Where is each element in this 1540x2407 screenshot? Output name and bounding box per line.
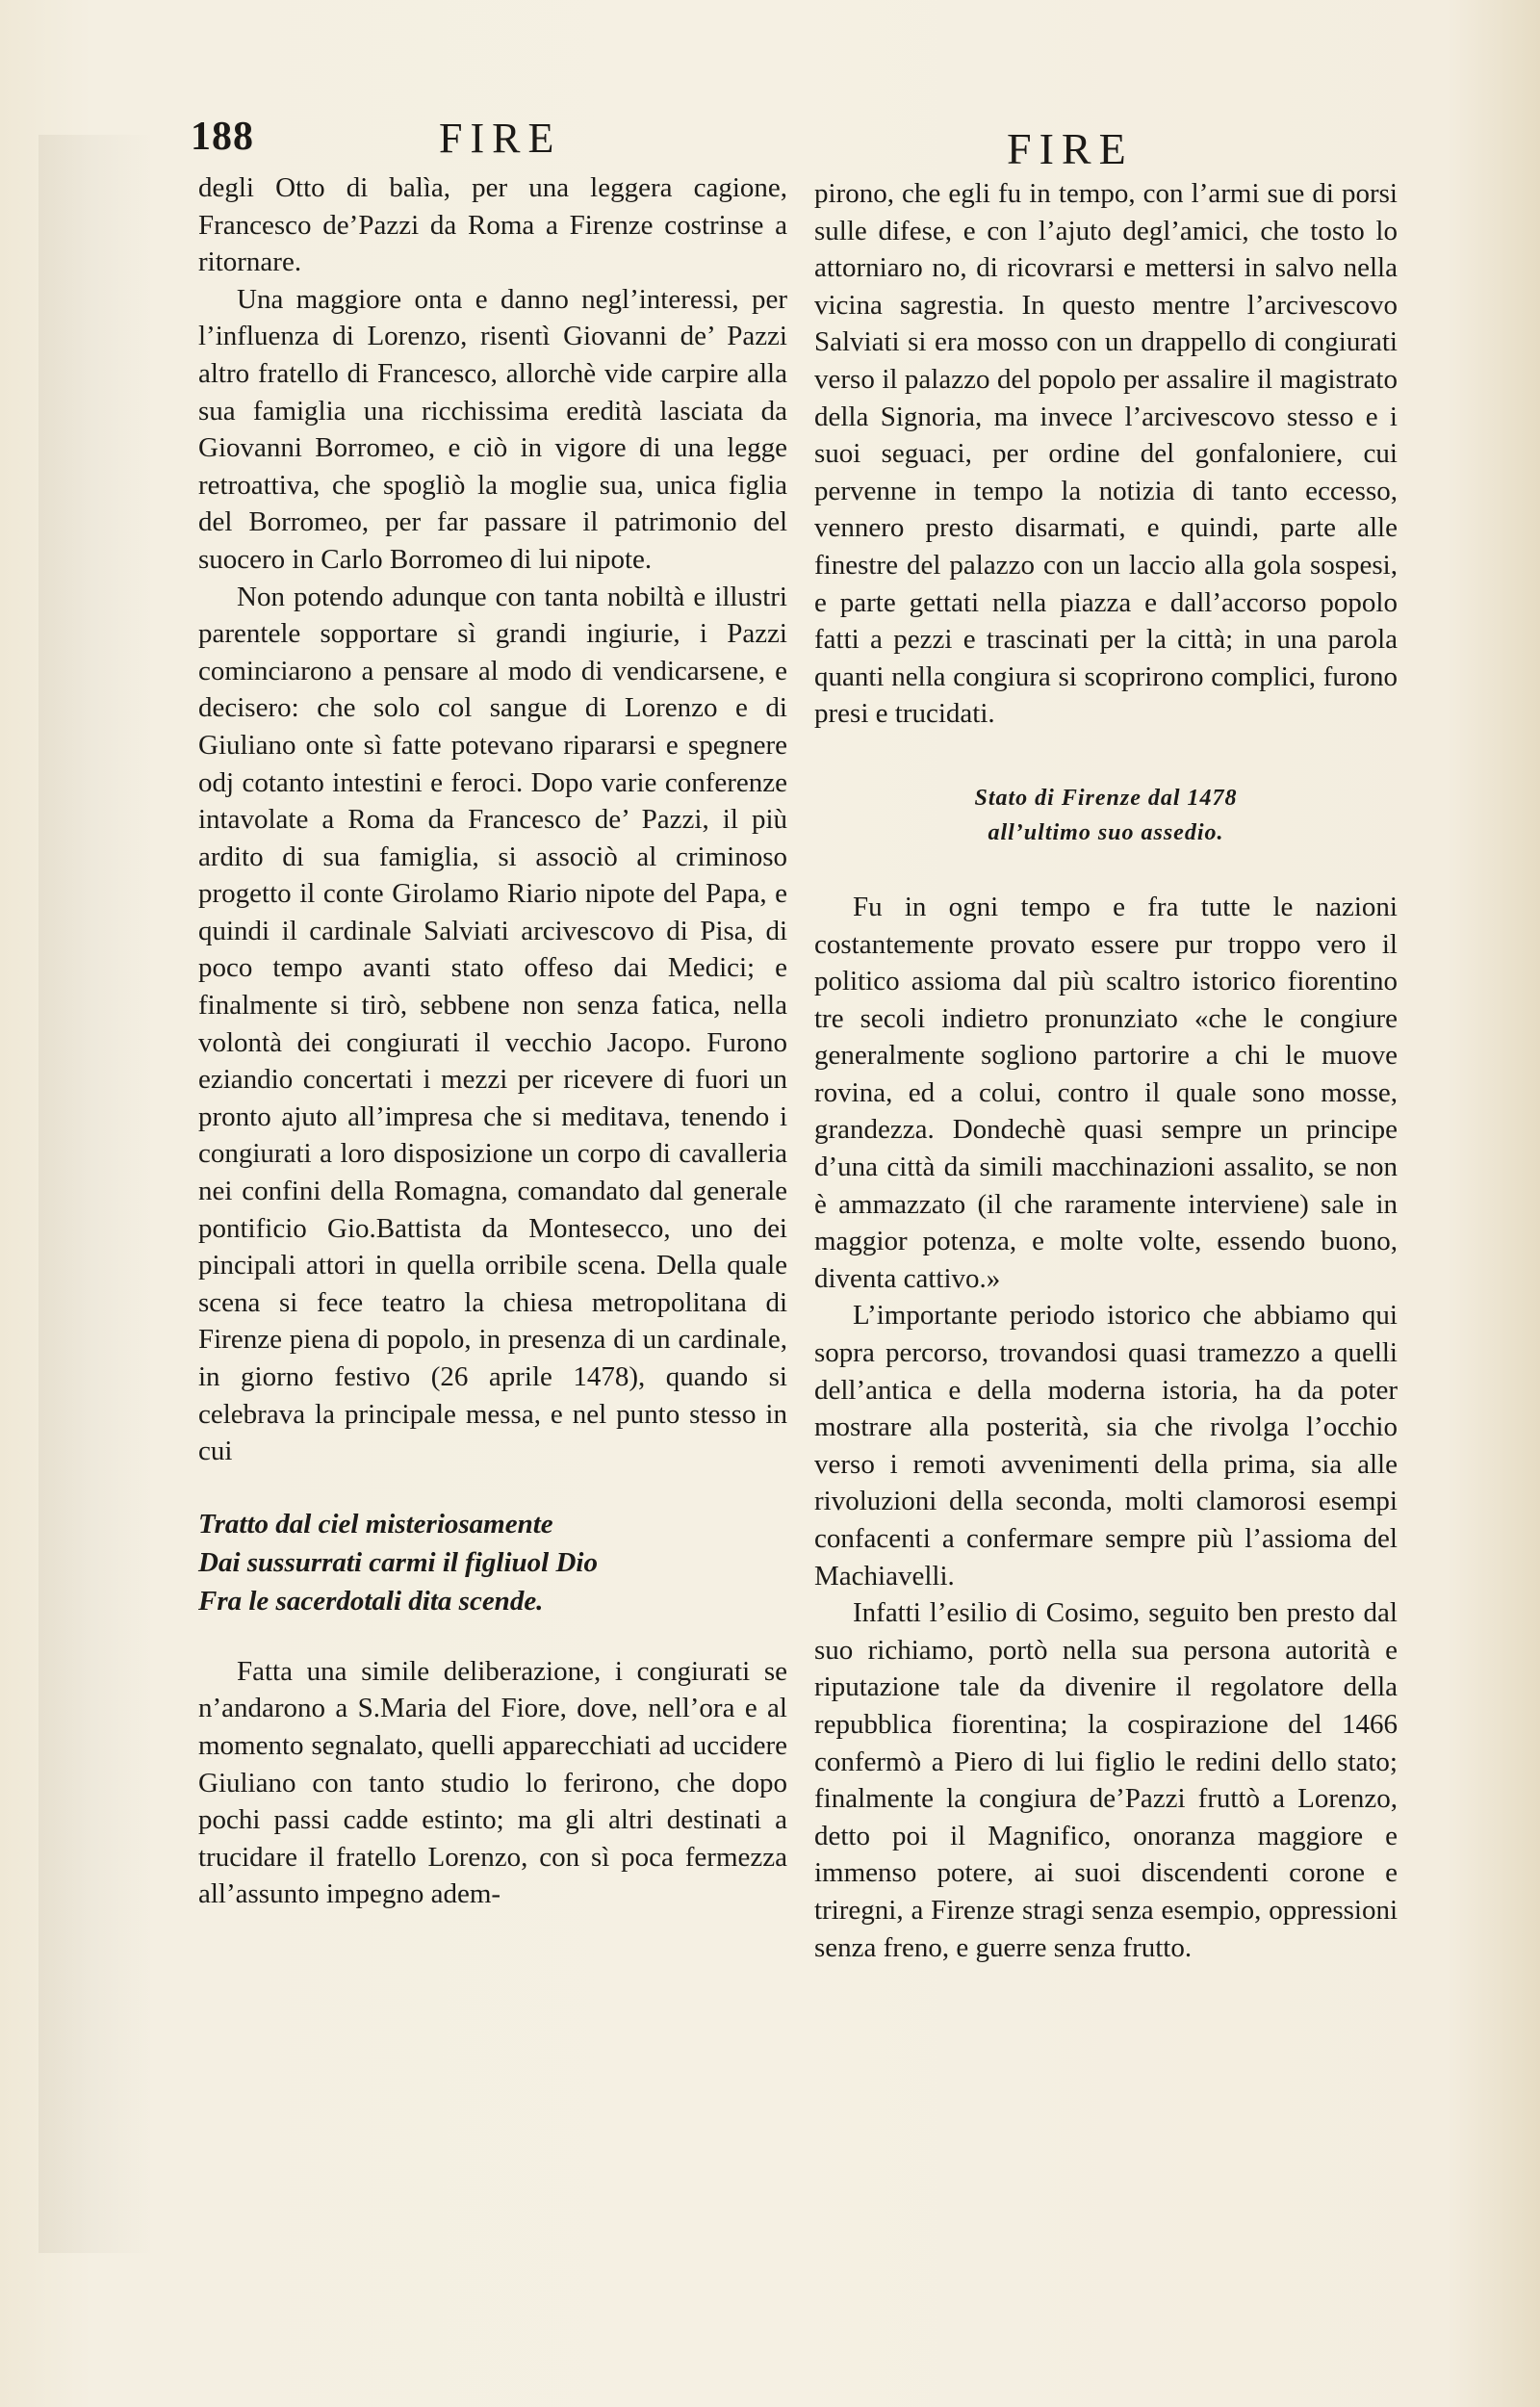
left-paragraph-1: degli Otto di balìa, per una leggera cagione, Francesco de’Pazzi da Roma a Firenze costrinse a ritornare. [198, 172, 787, 278]
running-head-right: FIRE [1007, 124, 1134, 173]
right-paragraph-4: Infatti l’esilio di Cosimo, seguito ben presto dal suo richiamo, portò nella sua persona autorità e riputazione tale da divenire il regolatore della repubblica fiorentina; la cospirazione del 1466 confermò a Piero di lui figlio le redini dello stato; finalmente la congiura de’Pazzi fruttò a Lorenzo, detto poi il Magnifico, onoranza maggiore e immenso potere, ai suoi discendenti corone e triregni, a Firenze stragi senza esempio, oppressioni senza freno, e guerre senza frutto. [814, 1597, 1398, 1963]
right-paragraph-3: L’importante periodo istorico che abbiamo qui sopra percorso, trovandosi quasi tramezzo a quelli dell’antica e della moderna istoria, ha da poter mostrare alla posterità, sia che rivolga l’occhio verso i remoti avvenimenti della prima, sia alle rivoluzioni della seconda, molti clamorosi esempi confacenti a confermare sempre più l’assioma del Machiavelli. [814, 1300, 1398, 1592]
left-paragraph-2: Una maggiore onta e danno negl’interessi, per l’influenza di Lorenzo, risentì Giovanni de’ Pazzi altro fratello di Francesco, allorchè vide carpire alla sua famiglia una ricchissima eredità lasciata da Giovanni Borromeo, e ciò in vigore di una legge retroattiva, che spogliò la moglie sua, unica figlia del Borromeo, per far passare il patrimonio del suocero in Carlo Borromeo di lui nipote. [198, 283, 787, 575]
verse-quotation [198, 1505, 787, 1620]
section-heading-line-2: all’ultimo suo assedio. [988, 819, 1224, 845]
page-shadow [38, 135, 154, 2253]
right-paragraph-1: pirono, che egli fu in tempo, con l’armi sue di porsi sulle difese, e con l’ajuto degl’amici, che tosto lo attorniaro no, di ricovrarsi e mettersi in salvo nella vicina sagrestia. In questo mentre l’arcivescovo Salviati si era mosso con un drappello di congiurati verso il palazzo del popolo per assalire il magistrato della Signoria, ma invece l’arcivescovo stesso e i suoi seguaci, per ordine del gonfaloniere, cui pervenne in tempo la notizia di tanto eccesso, vennero presto disarmati, e quindi, parte alle finestre del palazzo con un laccio alla gola sospesi, e parte gettati nella piazza e dall’accorso popolo fatti a pezzi e trascinati per la città; in una parola quanti nella congiura si scoprirono complici, furono presi e trucidati. [814, 178, 1398, 730]
verse-line-2: Dai sussurrati carmi il figliuol Dio [198, 1546, 598, 1578]
right-column [814, 175, 1398, 1966]
running-head-left: FIRE [439, 115, 562, 162]
page-header-left [191, 114, 595, 171]
left-paragraph-4: Fatta una simile deliberazione, i congiurati se n’andarono a S.Maria del Fiore, dove, nell’ora e al momento segnalato, quelli apparecchiati ad uccidere Giuliano con tanto studio lo ferirono, che dopo pochi passi cadde estinto; ma gli altri destinati a trucidare il fratello Lorenzo, con sì poca fermezza all’assunto impegno adem- [198, 1655, 787, 1910]
right-paragraph-2: Fu in ogni tempo e fra tutte le nazioni costantemente provato essere pur troppo vero il politico assioma dal più scaltro istorico fiorentino tre secoli indietro pronunziato «che le congiure generalmente sogliono partorire a chi le muove rovina, ed a colui, contro il quale sono mosse, grandezza. Dondechè quasi sempre un principe d’una città da simili macchinazioni assalito, se non è ammazzato (il che raramente interviene) sale in maggior potenza, e molte volte, essendo buono, diventa cattivo.» [814, 891, 1398, 1294]
section-heading [814, 781, 1398, 850]
left-paragraph-3: Non potendo adunque con tanta nobiltà e illustri parentele sopportare sì grandi ingiurie, i Pazzi cominciarono a pensare al modo di vendicarsene, e decisero: che solo col sangue di Lorenzo e di Giuliano onte sì fatte potevano ripararsi e spegnere odj cotanto intestini e feroci. Dopo varie conferenze intavolate a Roma da Francesco de’ Pazzi, il più ardito di sua famiglia, si associò al criminoso progetto il conte Girolamo Riario nipote del Papa, e quindi il cardinale Salviati arcivescovo di Pisa, di poco tempo avanti stato offeso dai Medici; e finalmente si tirò, sebbene non senza fatica, nella volontà dei congiurati il vecchio Jacopo. Furono eziandio concertati i mezzi per ricevere di fuori un pronto ajuto all’impresa che si meditava, tenendo i congiurati a loro disposizione un corpo di cavalleria nei confini della Romagna, comandato dal generale pontificio Gio.Battista da Montesecco, uno dei pincipali attori in quella orribile scena. Della quale scena si fece teatro la chiesa metropolitana di Firenze piena di popolo, in presenza di un cardinale, in giorno festivo (26 aprile 1478), quando si celebrava la principale messa, e nel punto stesso in cui [198, 581, 787, 1467]
left-column [198, 169, 787, 1913]
page-number: 188 [191, 115, 254, 159]
verse-line-3: Fra le sacerdotali dita scende. [198, 1585, 544, 1617]
verse-line-1: Tratto dal ciel misteriosamente [198, 1508, 553, 1540]
section-heading-line-1: Stato di Firenze dal 1478 [974, 785, 1238, 811]
